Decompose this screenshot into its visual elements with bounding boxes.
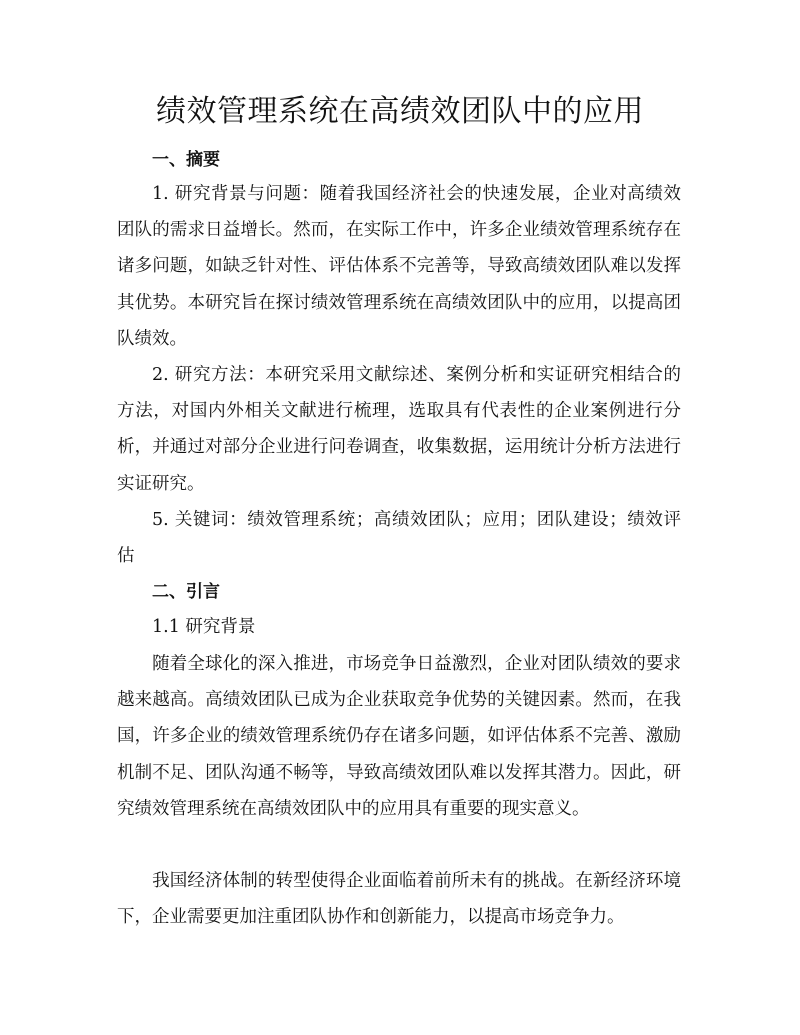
paragraph-intro-2 — [117, 863, 681, 935]
document-title: 绩效管理系统在高绩效团队中的应用 — [156, 94, 644, 129]
section-heading-abstract: 一、摘要 — [152, 150, 220, 170]
paragraph-intro-2-text: 我国经济体制的转型使得企业面临着前所未有的挑战。在新经济环境下，企业需要更加注重团队协作和创新能力，以提高市场竞争力。 — [117, 871, 681, 928]
subheading-research-background: 1.1 研究背景 — [152, 617, 256, 637]
paragraph-keywords-text: 5. 关键词：绩效管理系统；高绩效团队；应用；团队建设；绩效评估 — [117, 510, 681, 567]
paragraph-research-background-text: 1. 研究背景与问题：随着我国经济社会的快速发展，企业对高绩效团队的需求日益增长。然而，在实际工作中，许多企业绩效管理系统存在诸多问题，如缺乏针对性、评估体系不完善等，导致高绩效团队难以发挥其优势。本研究旨在探讨绩效管理系统在高绩效团队中的应用，以提高团队绩效。 — [117, 184, 681, 349]
paragraph-intro-1-text: 随着全球化的深入推进，市场竞争日益激烈，企业对团队绩效的要求越来越高。高绩效团队已成为企业获取竞争优势的关键因素。然而，在我国，许多企业的绩效管理系统仍存在诸多问题，如评估体系不完善、激励机制不足、团队沟通不畅等，导致高绩效团队难以发挥其潜力。因此，研究绩效管理系统在高绩效团队中的应用具有重要的现实意义。 — [117, 654, 681, 819]
paragraph-research-method — [117, 357, 681, 502]
paragraph-keywords — [117, 502, 681, 574]
paragraph-research-background — [117, 176, 681, 357]
paragraph-intro-1 — [117, 646, 681, 827]
paragraph-research-method-text: 2. 研究方法：本研究采用文献综述、案例分析和实证研究相结合的方法，对国内外相关文献进行梳理，选取具有代表性的企业案例进行分析，并通过对部分企业进行问卷调查，收集数据，运用统计分析方法进行实证研究。 — [117, 365, 681, 494]
section-heading-introduction: 二、引言 — [152, 582, 220, 602]
